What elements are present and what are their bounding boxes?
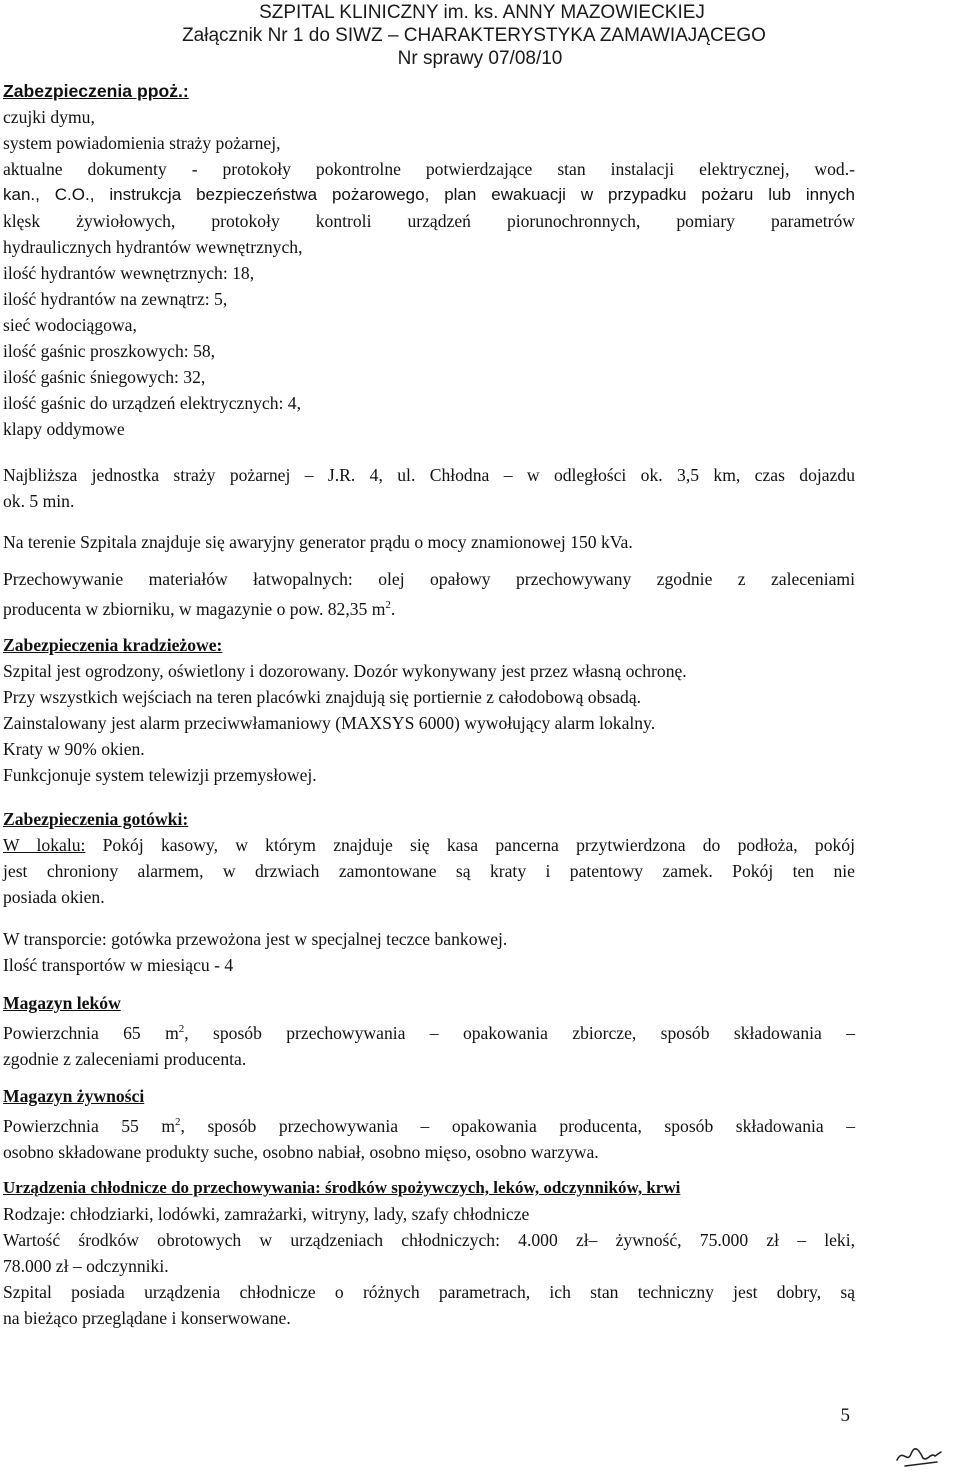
fire-item: system powiadomienia straży pożarnej, bbox=[3, 133, 281, 153]
signature-mark bbox=[895, 1440, 945, 1468]
cooling-state-line: na bieżąco przeglądane i konserwowane. bbox=[3, 1308, 291, 1328]
cash-premises-line bbox=[3, 832, 855, 858]
food-storage-line: osobno składowane produkty suche, osobno nabiał, osobno mięso, osobno warzywa. bbox=[3, 1141, 599, 1162]
fire-item: sieć wodociągowa, bbox=[3, 315, 137, 335]
food-storage-line bbox=[3, 1109, 855, 1139]
fire-station-paragraph bbox=[3, 462, 855, 514]
food-storage-section bbox=[3, 1083, 855, 1165]
superscript: 2 bbox=[175, 1116, 181, 1128]
header-hospital-name: SZPITAL KLINICZNY im. ks. ANNY MAZOWIECKIEJ bbox=[259, 2, 705, 23]
food-storage-text: , sposób przechowywania – opakowania producenta, sposób składowania – bbox=[180, 1115, 856, 1136]
cooling-value-line: Wartość środków obrotowych w urządzeniach chłodniczych: 4.000 zł– żywność, 75.000 zł – leki, bbox=[3, 1230, 855, 1250]
header-attachment: Załącznik Nr 1 do SIWZ – CHARAKTERYSTYKA ZAMAWIAJĄCEGO bbox=[182, 25, 766, 46]
theft-item: Zainstalowany jest alarm przeciwwłamaniowy (MAXSYS 6000) wywołujący alarm lokalny. bbox=[3, 713, 656, 733]
flammables-text: producenta w zbiorniku, w magazynie o pow. 82,35 m bbox=[3, 598, 386, 619]
fire-item: ilość hydrantów wewnętrznych: 18, bbox=[3, 263, 255, 283]
cooling-value-line: 78.000 zł – odczynniki. bbox=[3, 1256, 169, 1276]
theft-protection-section bbox=[3, 632, 855, 788]
drug-storage-line: zgodnie z zaleceniami producenta. bbox=[3, 1048, 247, 1069]
cash-premises-line: jest chroniony alarmem, w drzwiach zamontowane są kraty i patentowy zamek. Pokój ten nie bbox=[3, 861, 855, 881]
cooling-heading: Urządzenia chłodnicze do przechowywania: środków spożywczych, leków, odczynników, krwi bbox=[3, 1178, 681, 1197]
theft-item: Funkcjonuje system telewizji przemysłowej. bbox=[3, 765, 317, 785]
fire-item: ilość gaśnic śniegowych: 32, bbox=[3, 367, 206, 387]
fire-item: ilość gaśnic do urządzeń elektrycznych: 4, bbox=[3, 393, 301, 413]
cooling-section bbox=[3, 1175, 855, 1331]
cash-transport-line: W transporcie: gotówka przewożona jest w specjalnej teczce bankowej. bbox=[3, 929, 508, 949]
fire-item: ilość hydrantów na zewnątrz: 5, bbox=[3, 289, 228, 309]
flammables-line: Przechowywanie materiałów łatwopalnych: olej opałowy przechowywany zgodnie z zaleceniami bbox=[3, 569, 855, 589]
fire-item: klęsk żywiołowych, protokoły kontroli urządzeń piorunochronnych, pomiary parametrów bbox=[3, 211, 855, 231]
theft-item: Kraty w 90% okien. bbox=[3, 739, 145, 759]
cash-protection-heading: Zabezpieczenia gotówki: bbox=[3, 809, 189, 829]
drug-storage-text: , sposób przechowywania – opakowania zbiorcze, sposób składowania – bbox=[184, 1022, 855, 1043]
theft-item: Przy wszystkich wejściach na teren placówki znajdują się portiernie z całodobową obsadą. bbox=[3, 687, 642, 707]
generator-line: Na terenie Szpitala znajduje się awaryjny generator prądu o mocy znamionowej 150 kVa. bbox=[3, 532, 633, 552]
superscript: 2 bbox=[178, 1023, 185, 1035]
superscript: 2 bbox=[385, 599, 391, 611]
flammables-text-end: . bbox=[390, 598, 396, 619]
fire-item: ilość gaśnic proszkowych: 58, bbox=[3, 341, 216, 361]
drug-storage-section bbox=[3, 990, 855, 1072]
theft-protection-heading: Zabezpieczenia kradzieżowe: bbox=[3, 635, 223, 655]
header-case-number: Nr sprawy 07/08/10 bbox=[397, 48, 563, 69]
cash-protection-section bbox=[3, 806, 855, 910]
cash-premises-line: posiada okien. bbox=[3, 887, 105, 907]
fire-item: kan., C.O., instrukcja bezpieczeństwa pożarowego, plan ewakuacji w przypadku pożaru lub innych bbox=[3, 185, 855, 204]
premises-label: W lokalu: bbox=[3, 835, 86, 855]
flammables-line bbox=[3, 592, 855, 622]
page-number: 5 bbox=[840, 1405, 850, 1426]
cooling-state-line: Szpital posiada urządzenia chłodnicze o różnych parametrach, ich stan techniczny jest dobry, są bbox=[3, 1282, 855, 1302]
flammables-paragraph bbox=[3, 566, 855, 622]
fire-station-line: ok. 5 min. bbox=[3, 491, 75, 511]
fire-item: klapy oddymowe bbox=[3, 419, 125, 439]
fire-item: czujki dymu, bbox=[3, 107, 95, 127]
fire-protection-heading: Zabezpieczenia ppoż.: bbox=[3, 81, 189, 101]
cash-transport-count: Ilość transportów w miesiącu - 4 bbox=[3, 955, 234, 975]
premises-text: Pokój kasowy, w którym znajduje się kasa pancerna przytwierdzona do podłoża, pokój bbox=[85, 835, 855, 855]
fire-item: hydraulicznych hydrantów wewnętrznych, bbox=[3, 237, 303, 257]
generator-paragraph bbox=[3, 529, 855, 555]
drug-storage-heading: Magazyn leków bbox=[3, 993, 121, 1013]
food-storage-heading: Magazyn żywności bbox=[3, 1086, 145, 1106]
theft-item: Szpital jest ogrodzony, oświetlony i dozorowany. Dozór wykonywany jest przez własną ochronę. bbox=[3, 661, 687, 681]
drug-storage-line bbox=[3, 1016, 855, 1046]
cash-transport-paragraph bbox=[3, 926, 855, 978]
food-area-text: Powierzchnia 55 m bbox=[3, 1115, 176, 1136]
fire-protection-section bbox=[3, 78, 855, 442]
drug-area-text: Powierzchnia 65 m bbox=[3, 1022, 179, 1043]
fire-station-line: Najbliższa jednostka straży pożarnej – J.R. 4, ul. Chłodna – w odległości ok. 3,5 km, czas dojazdu bbox=[3, 465, 855, 485]
cooling-types: Rodzaje: chłodziarki, lodówki, zamrażarki, witryny, lady, szafy chłodnicze bbox=[3, 1204, 530, 1224]
fire-item: aktualne dokumenty - protokoły pokontrolne potwierdzające stan instalacji elektrycznej, wod.- bbox=[3, 159, 855, 179]
